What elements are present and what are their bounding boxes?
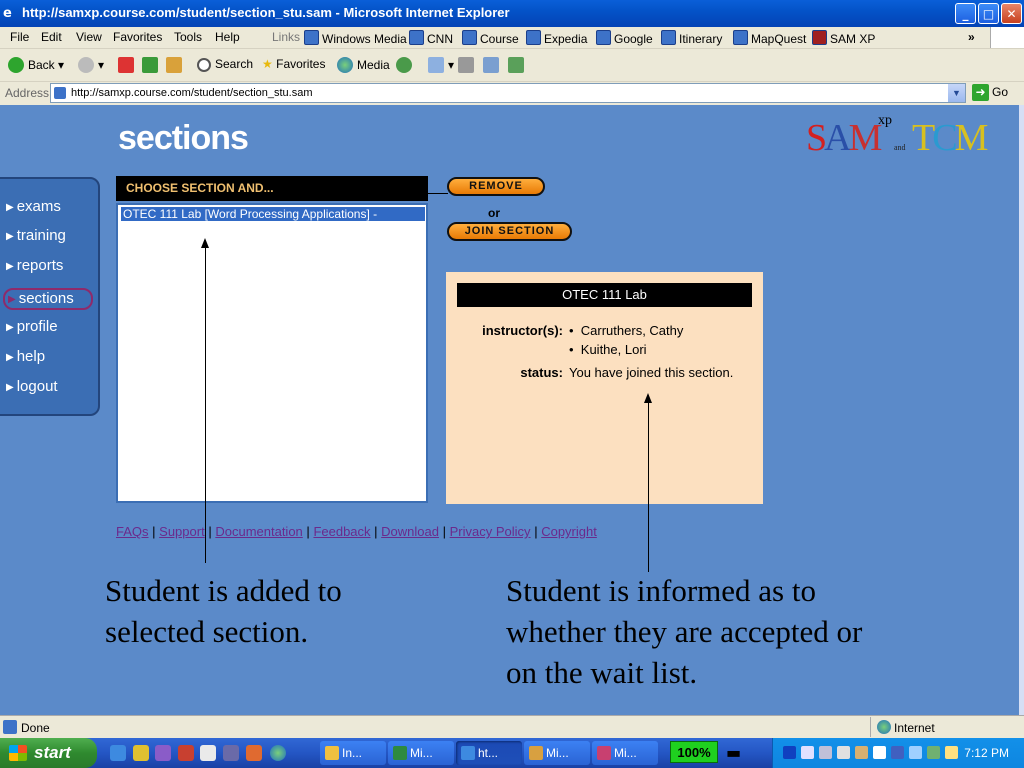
tray-icon[interactable] (945, 746, 958, 759)
stop-icon (118, 57, 134, 73)
excel-icon (393, 746, 407, 760)
media-icon (337, 57, 353, 73)
triangle-right-icon: ▶ (8, 294, 16, 305)
print-icon (458, 57, 474, 73)
instructor-item: • Kuithe, Lori (569, 342, 647, 357)
section-info-box (446, 272, 763, 504)
link-itinerary[interactable]: Itinerary (661, 30, 722, 46)
home-button[interactable] (166, 57, 186, 73)
side-navigation (0, 177, 100, 416)
status-label: status: (520, 365, 563, 380)
print-button[interactable] (458, 57, 478, 73)
taskbar-button[interactable]: Mi... (524, 741, 590, 765)
forward-button[interactable]: ▾ (78, 57, 104, 73)
address-url: http://samxp.course.com/student/section_stu.sam (71, 87, 313, 99)
system-tray (772, 738, 1024, 768)
menu-file[interactable]: File (10, 30, 30, 44)
address-label: Address (5, 86, 50, 100)
edit-button[interactable] (483, 57, 503, 73)
page-icon (462, 30, 477, 45)
tray-icon[interactable] (927, 746, 940, 759)
annotation-arrowhead-right (644, 393, 652, 403)
link-windows-media[interactable]: Windows Media (304, 30, 407, 46)
nav-training[interactable]: ▶ training (6, 227, 66, 244)
page-icon (409, 30, 424, 45)
nav-reports[interactable]: ▶ reports (6, 257, 64, 274)
edit-icon (483, 57, 499, 73)
logo-and: and (894, 143, 906, 152)
menu-tools[interactable]: Tools (174, 30, 203, 44)
taskbar-button[interactable]: Mi... (388, 741, 454, 765)
page-icon (526, 30, 541, 45)
annotation-arrow-right (648, 402, 649, 572)
quicklaunch-icon[interactable] (246, 745, 262, 761)
tray-icon[interactable] (873, 746, 886, 759)
link-mapquest[interactable]: MapQuest (733, 30, 806, 46)
logo-tcm: TCM (912, 117, 986, 159)
messenger-icon (508, 57, 524, 73)
footer-link-privacy-policy[interactable]: Privacy Policy (449, 524, 531, 539)
app-icon (325, 746, 339, 760)
triangle-right-icon: ▶ (6, 261, 14, 272)
taskbar-button-active[interactable]: ht... (456, 741, 522, 765)
triangle-right-icon: ▶ (6, 202, 14, 213)
or-label: or (488, 206, 500, 220)
nav-logout[interactable]: ▶ logout (6, 378, 58, 395)
triangle-right-icon: ▶ (6, 231, 14, 242)
choose-section-header: CHOOSE SECTION AND... (116, 176, 428, 201)
globe-icon (877, 720, 891, 734)
footer-link-download[interactable]: Download (381, 524, 439, 539)
tray-icon[interactable] (783, 746, 796, 759)
menu-view[interactable]: View (76, 30, 102, 44)
quicklaunch-icon[interactable] (223, 745, 239, 761)
messenger-button[interactable] (508, 57, 528, 73)
start-button[interactable] (0, 738, 97, 768)
status-value: You have joined this section. (569, 365, 734, 380)
star-icon: ★ (262, 57, 273, 71)
power-plug-icon: ▬ (726, 743, 742, 762)
minimize-button[interactable]: _ (955, 3, 976, 24)
header-connector-line (428, 193, 448, 194)
tray-icon[interactable] (891, 746, 904, 759)
ie-icon: e (3, 6, 12, 21)
section-info-title: OTEC 111 Lab (457, 283, 752, 307)
section-option[interactable]: OTEC 111 Lab [Word Processing Applications] - (121, 207, 425, 221)
link-expedia[interactable]: Expedia (526, 30, 587, 46)
link-sam-xp[interactable]: SAM XP (812, 30, 875, 46)
footer-link-documentation[interactable]: Documentation (215, 524, 303, 539)
links-overflow-chevron[interactable]: » (968, 30, 975, 44)
standard-toolbar (0, 49, 1024, 82)
page-icon (596, 30, 611, 45)
back-arrow-icon (8, 57, 24, 73)
link-cnn[interactable]: CNN (409, 30, 453, 46)
tray-icon[interactable] (855, 746, 868, 759)
nav-exams[interactable]: ▶ exams (6, 198, 61, 215)
ie-icon (461, 746, 475, 760)
tray-icon[interactable] (819, 746, 832, 759)
section-listbox[interactable] (116, 203, 428, 503)
separator: | (374, 524, 378, 539)
taskbar-button[interactable]: Mi... (592, 741, 658, 765)
footer-link-faqs[interactable]: FAQs (116, 524, 149, 539)
menu-favorites[interactable]: Favorites (113, 30, 163, 44)
sam-icon (812, 30, 827, 45)
go-arrow-icon: ➜ (972, 84, 989, 101)
mail-button[interactable]: ▾ (428, 57, 454, 73)
page-icon (304, 30, 319, 45)
instructor-item: • Carruthers, Cathy (569, 323, 684, 338)
quicklaunch-icon[interactable] (155, 745, 171, 761)
page-icon (54, 87, 66, 99)
tray-icon[interactable] (837, 746, 850, 759)
link-course[interactable]: Course (462, 30, 519, 46)
quicklaunch-icon[interactable] (200, 745, 216, 761)
links-label: Links (272, 30, 301, 44)
close-button[interactable]: ✕ (1001, 3, 1022, 24)
page-icon (661, 30, 676, 45)
footer-link-feedback[interactable]: Feedback (313, 524, 371, 539)
forward-arrow-icon (78, 57, 94, 73)
separator: | (306, 524, 310, 539)
annotation-arrow-left (205, 247, 206, 563)
taskbar (0, 738, 1024, 768)
address-input[interactable] (50, 83, 966, 103)
remove-button[interactable]: REMOVE (447, 177, 545, 196)
go-button[interactable]: ➜ Go (972, 84, 1008, 101)
app-icon (529, 746, 543, 760)
clock[interactable]: 7:12 PM (964, 746, 1009, 760)
maximize-button[interactable]: □ (978, 3, 999, 24)
status-bar (0, 715, 1024, 739)
page-done-icon (3, 720, 17, 734)
mail-icon (428, 57, 444, 73)
annotation-arrowhead-left (201, 238, 209, 248)
search-icon (197, 58, 211, 72)
quicklaunch-icon[interactable] (133, 745, 149, 761)
quicklaunch-icon[interactable] (178, 745, 194, 761)
join-section-button[interactable]: JOIN SECTION (447, 222, 572, 241)
menu-help[interactable]: Help (215, 30, 240, 44)
page-icon (733, 30, 748, 45)
tray-icon[interactable] (801, 746, 814, 759)
sam-tcm-logo (806, 113, 986, 161)
separator: | (534, 524, 538, 539)
history-button[interactable] (396, 57, 416, 73)
address-dropdown-icon[interactable]: ▼ (948, 84, 965, 102)
media-button[interactable]: Media (337, 57, 390, 73)
menu-bar (0, 27, 1024, 49)
menu-edit[interactable]: Edit (41, 30, 62, 44)
separator: | (152, 524, 156, 539)
instructor-label: instructor(s): (482, 323, 563, 338)
refresh-icon (142, 57, 158, 73)
logo-sam: SAM (806, 117, 880, 159)
search-button[interactable]: Search (197, 57, 253, 72)
windows-flag-icon (990, 27, 1024, 48)
logo-xp: xp (878, 113, 892, 128)
triangle-right-icon: ▶ (6, 322, 14, 333)
taskbar-button[interactable]: In... (320, 741, 386, 765)
status-text: Done (21, 721, 50, 735)
vertical-scrollbar[interactable] (1019, 105, 1024, 715)
history-icon (396, 57, 412, 73)
start-label: start (34, 743, 71, 762)
favorites-button[interactable]: ★ Favorites (262, 57, 326, 71)
ie-quicklaunch-icon[interactable] (110, 745, 126, 761)
tray-icon[interactable] (909, 746, 922, 759)
back-button[interactable]: Back ▾ (8, 57, 64, 73)
windows-flag-icon (9, 745, 27, 761)
app-icon (597, 746, 611, 760)
separator: | (442, 524, 447, 539)
triangle-right-icon: ▶ (6, 352, 14, 363)
footer-link-copyright[interactable]: Copyright (541, 524, 597, 539)
annotation-right: Student is informed as to whether they are accepted or on the wait list. (506, 573, 863, 690)
zoom-indicator[interactable]: 100% (670, 741, 718, 763)
home-icon (166, 57, 182, 73)
nav-sections[interactable]: ▶ sections (3, 288, 93, 310)
nav-profile[interactable]: ▶ profile (6, 318, 58, 335)
link-google[interactable]: Google (596, 30, 653, 46)
nav-help[interactable]: ▶ help (6, 348, 46, 365)
page-content (0, 105, 1019, 715)
security-zone (870, 717, 1021, 737)
window-title-bar[interactable] (0, 0, 1024, 27)
globe-quicklaunch-icon[interactable] (270, 745, 286, 761)
address-bar (0, 82, 1024, 106)
separator: | (208, 524, 212, 539)
triangle-right-icon: ▶ (6, 382, 14, 393)
stop-button[interactable] (118, 57, 138, 73)
window-title: http://samxp.course.com/student/section_stu.sam - Microsoft Internet Explorer (22, 5, 510, 20)
footer-link-support[interactable]: Support (159, 524, 205, 539)
page-title: sections (118, 119, 248, 157)
refresh-button[interactable] (142, 57, 162, 73)
zone-label: Internet (894, 721, 935, 735)
footer-links (116, 524, 597, 539)
annotation-left: Student is added to selected section. (105, 573, 342, 649)
